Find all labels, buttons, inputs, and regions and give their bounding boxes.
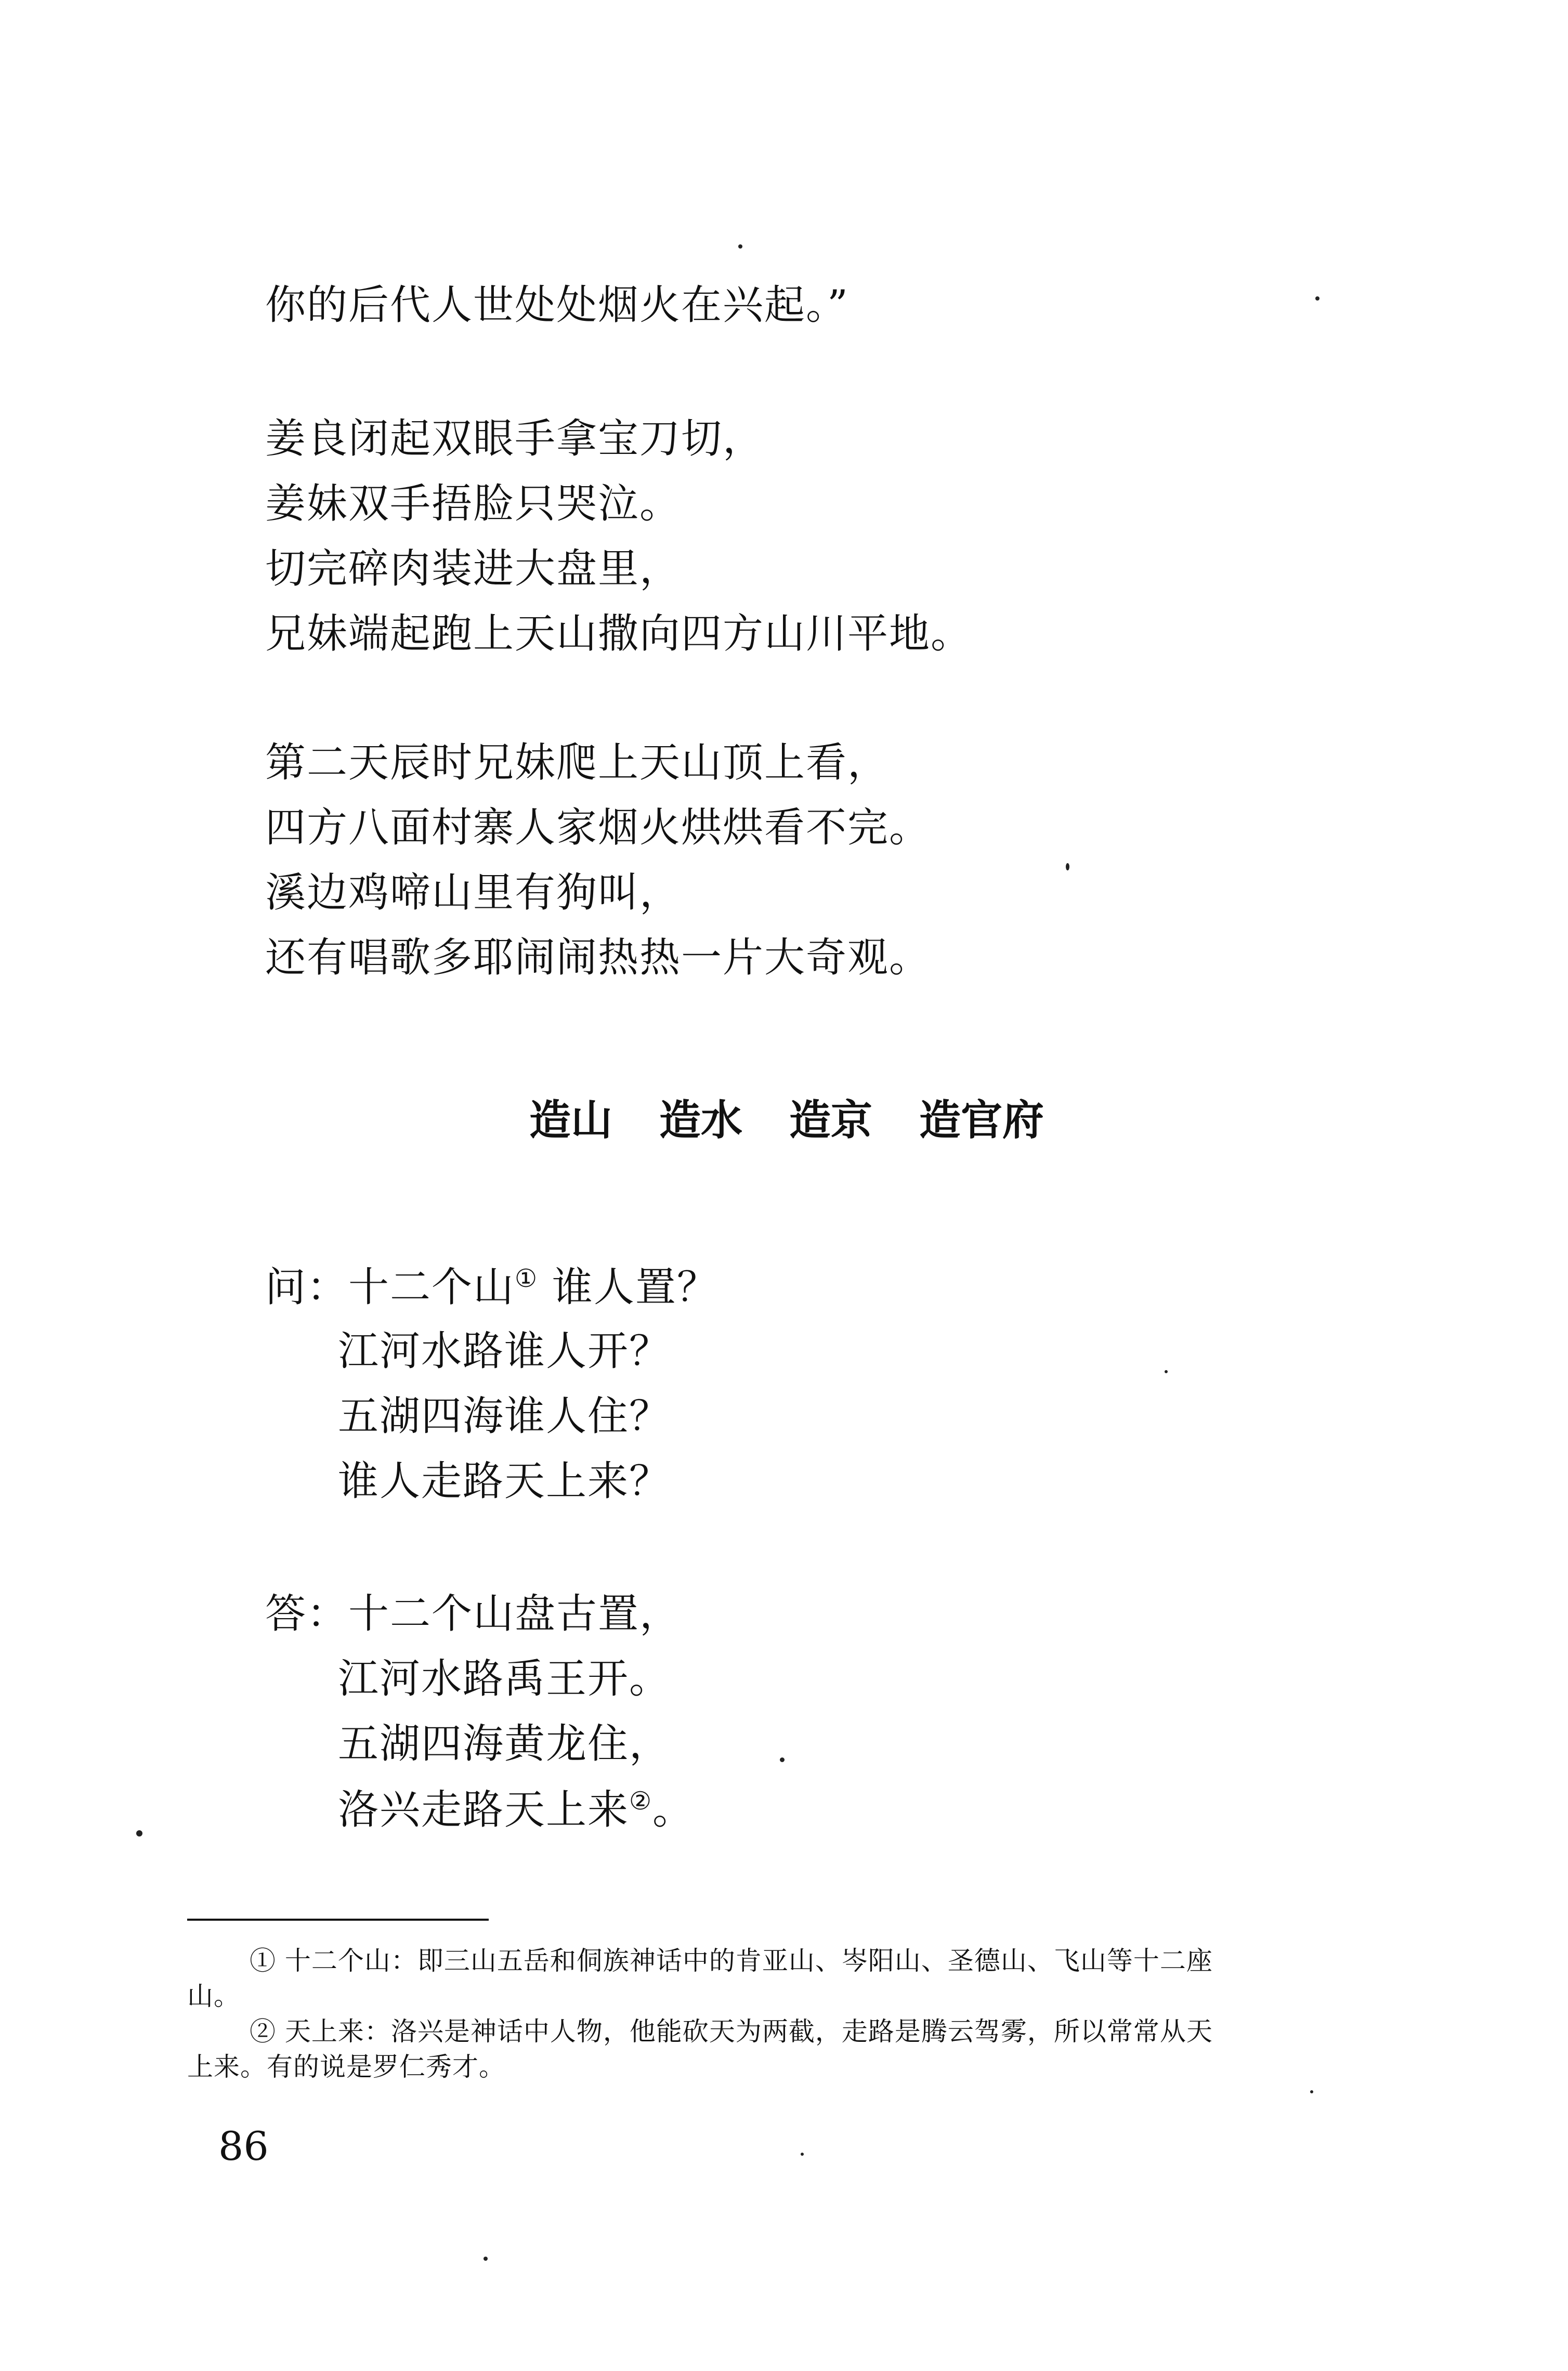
scan-speck <box>1315 296 1319 301</box>
answer-text: 洛兴走路天上来 <box>338 1787 630 1833</box>
answer-first-line <box>265 1591 682 1637</box>
scan-speck <box>1310 2090 1313 2093</box>
section-title <box>529 1096 1044 1144</box>
poem-line: 姜妹双手捂脸只哭泣。 <box>265 480 682 527</box>
scan-speck <box>136 1830 142 1836</box>
answer-last-line <box>338 1787 695 1833</box>
poem-line: 江河水路谁人开？ <box>338 1328 671 1375</box>
footnote-2-line-2: 上来。有的说是罗仁秀才。 <box>187 2052 505 2082</box>
poem-line: 切完碎肉装进大盘里， <box>265 545 682 592</box>
section-title-part: 造山 <box>529 1096 612 1144</box>
footnote-divider <box>187 1919 489 1921</box>
poem-line: 第二天辰时兄妹爬上天山顶上看， <box>265 739 890 786</box>
section-title-part: 造水 <box>659 1096 742 1144</box>
page-number: 86 <box>218 2123 269 2169</box>
scan-speck <box>738 244 742 249</box>
section-title-part: 造官府 <box>919 1096 1044 1144</box>
footnote-2-line-1: ② 天上来：洛兴是神话中人物，他能砍天为两截，走路是腾云驾雾，所以常常从天 <box>250 2016 1213 2047</box>
footnote-1-line-1: ① 十二个山：即三山五岳和侗族神话中的肯亚山、岑阳山、圣德山、飞山等十二座 <box>250 1946 1213 1976</box>
answer-text: 十二个山盘古置， <box>348 1591 682 1637</box>
question-first-line <box>265 1264 718 1311</box>
question-text: 十二个山 <box>348 1264 515 1311</box>
poem-line: 五湖四海谁人住？ <box>338 1393 671 1440</box>
poem-line: 五湖四海黄龙住， <box>338 1721 671 1767</box>
poem-line: 兄妹端起跑上天山撒向四方山川平地。 <box>265 610 973 657</box>
scan-speck <box>780 1757 785 1762</box>
scan-speck <box>1165 1370 1168 1373</box>
scan-speck <box>1066 863 1069 870</box>
poem-line: 还有唱歌多耶闹闹热热一片大奇观。 <box>265 934 931 981</box>
question-text-tail: 谁人置？ <box>538 1264 718 1311</box>
poem-line: 江河水路禹王开。 <box>338 1656 671 1702</box>
scan-speck <box>801 2153 804 2156</box>
footnote-marker: ① <box>515 1264 539 1293</box>
poem-line: 四方八面村寨人家烟火烘烘看不完。 <box>265 804 931 851</box>
question-label: 问： <box>265 1264 349 1311</box>
poem-line: 姜良闭起双眼手拿宝刀切， <box>265 415 765 462</box>
footnote-1-line-2: 山。 <box>187 1981 240 2011</box>
answer-label: 答： <box>265 1591 349 1637</box>
section-title-part: 造京 <box>789 1096 872 1144</box>
poem-line: 你的后代人世处处烟火在兴起。” <box>265 282 849 329</box>
poem-line: 溪边鸡啼山里有狗叫， <box>265 869 682 916</box>
scan-speck <box>484 2257 488 2261</box>
poem-line: 谁人走路天上来？ <box>338 1458 671 1505</box>
footnote-marker: ② <box>629 1787 653 1816</box>
answer-text-tail: 。 <box>652 1787 695 1833</box>
